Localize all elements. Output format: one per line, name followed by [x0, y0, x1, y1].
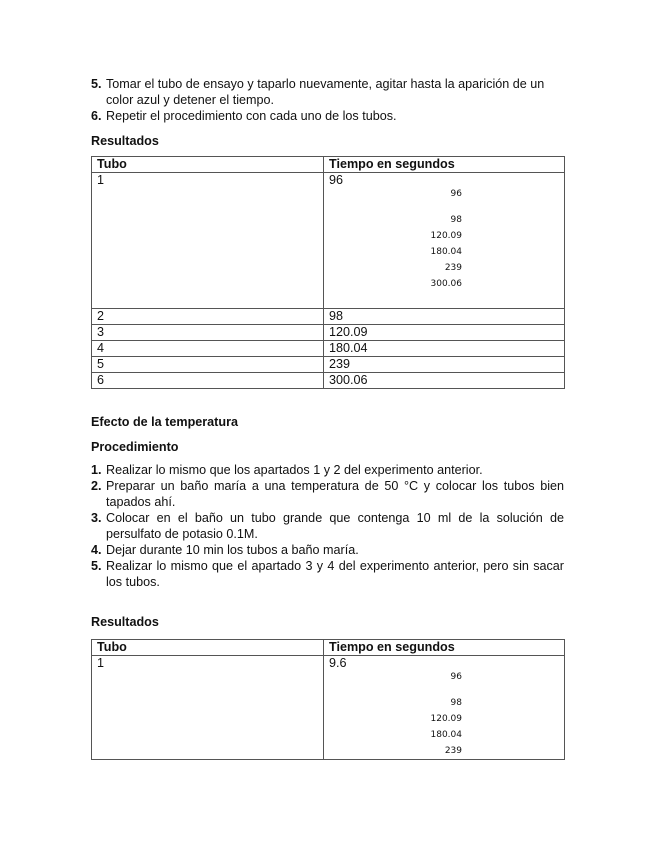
- step-number: 5.: [91, 559, 102, 573]
- embedded-value: 96: [450, 672, 462, 682]
- cell-tubo: 6: [92, 373, 324, 389]
- table-header-row: [92, 157, 565, 173]
- cell-tubo: 5: [92, 357, 324, 373]
- cell-tiempo-value: 9.6: [329, 656, 347, 670]
- cell-tiempo: 120.09: [324, 325, 565, 341]
- results-table-2: [91, 639, 565, 760]
- results-heading: Resultados: [91, 134, 159, 148]
- cell-tiempo: 98: [324, 309, 565, 325]
- step-text: Tomar el tubo de ensayo y taparlo nuevamente, agitar hasta la aparición de un color azul y detener el tiempo.: [106, 77, 545, 107]
- embedded-value: 239: [444, 263, 462, 273]
- cell-tubo: 4: [92, 341, 324, 357]
- cell-tiempo-value: 96: [329, 173, 344, 187]
- procedure-heading: Procedimiento: [91, 440, 179, 454]
- embedded-value: 120.09: [430, 231, 462, 241]
- step-item: [91, 542, 564, 558]
- results-table-1: [91, 156, 565, 389]
- step-text: Repetir el procedimiento con cada uno de los tubos.: [106, 109, 397, 123]
- column-header-tiempo: Tiempo en segundos: [324, 640, 565, 656]
- cell-tiempo: [324, 173, 565, 309]
- step-item: [91, 462, 564, 478]
- step-text: Realizar lo mismo que los apartados 1 y 2 del experimento anterior.: [106, 463, 483, 477]
- step-number: 5.: [91, 77, 102, 91]
- step-text: Dejar durante 10 min los tubos a baño maría.: [106, 543, 359, 557]
- table-row: [92, 325, 565, 341]
- cell-tubo: 3: [92, 325, 324, 341]
- cell-tiempo: 239: [324, 357, 565, 373]
- table-row: [92, 341, 565, 357]
- step-number: 6.: [91, 109, 102, 123]
- embedded-value: 239: [444, 746, 462, 756]
- column-header-tubo: Tubo: [92, 640, 324, 656]
- cell-tubo: 2: [92, 309, 324, 325]
- table-row: [92, 309, 565, 325]
- embedded-value: 96: [450, 189, 462, 199]
- embedded-value: 180.04: [430, 730, 462, 740]
- cell-tiempo: 180.04: [324, 341, 565, 357]
- table-row: [92, 656, 565, 760]
- embedded-value: 120.09: [430, 714, 462, 724]
- step-number: 2.: [91, 479, 102, 493]
- column-header-tubo: Tubo: [92, 157, 324, 173]
- table-row: [92, 173, 565, 309]
- step-item: [91, 510, 564, 542]
- step-item: [91, 108, 564, 124]
- embedded-value: 180.04: [430, 247, 462, 257]
- table-header-row: [92, 640, 565, 656]
- step-item: [91, 558, 564, 590]
- step-text: Preparar un baño maría a una temperatura de 50 °C y colocar los tubos bien tapados ahí.: [106, 479, 564, 509]
- cell-tiempo: [324, 656, 565, 760]
- section-title: Efecto de la temperatura: [91, 415, 238, 429]
- step-text: Realizar lo mismo que el apartado 3 y 4 del experimento anterior, pero sin sacar los tubos.: [106, 559, 564, 589]
- cell-tiempo: 300.06: [324, 373, 565, 389]
- table-row: [92, 357, 565, 373]
- step-number: 4.: [91, 543, 102, 557]
- step-text: Colocar en el baño un tubo grande que contenga 10 ml de la solución de persulfato de potasio 0.1M.: [106, 511, 564, 541]
- embedded-value: 98: [450, 698, 462, 708]
- column-header-tiempo: Tiempo en segundos: [324, 157, 565, 173]
- embedded-value: 300.06: [430, 279, 462, 289]
- step-item: [91, 76, 564, 108]
- step-number: 1.: [91, 463, 102, 477]
- table-row: [92, 373, 565, 389]
- cell-tubo: 1: [92, 656, 324, 760]
- embedded-value: 98: [450, 215, 462, 225]
- step-number: 3.: [91, 511, 102, 525]
- results-heading: Resultados: [91, 615, 159, 629]
- step-item: [91, 478, 564, 510]
- cell-tubo: 1: [92, 173, 324, 309]
